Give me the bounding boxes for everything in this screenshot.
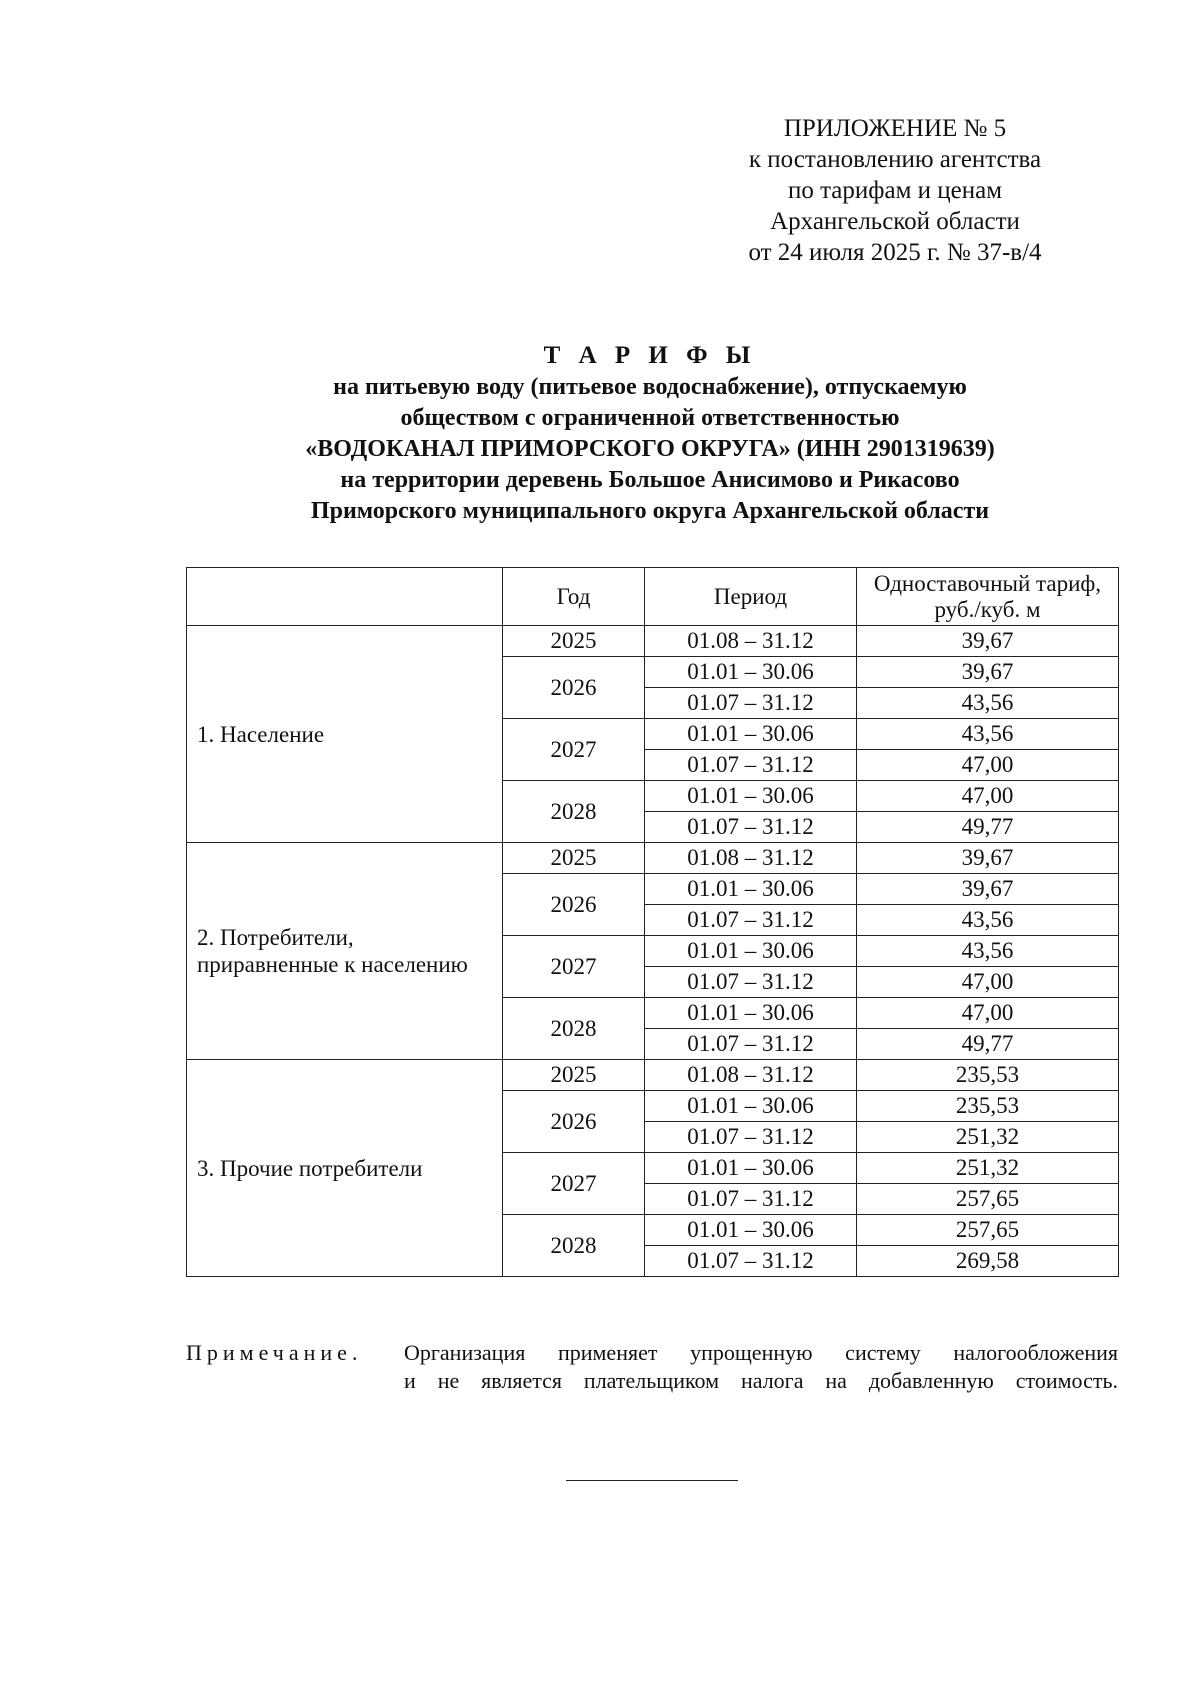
appendix-line: к постановлению агентства [748,146,1042,173]
table-row [187,1060,1119,1091]
tariff-cell: 43,56 [857,936,1119,967]
tariff-cell: 257,65 [857,1215,1119,1246]
period-cell: 01.01 – 30.06 [645,781,857,812]
year-cell: 2026 [503,874,645,936]
appendix-line: Архангельской области [770,208,1020,235]
period-cell: 01.08 – 31.12 [645,1060,857,1091]
year-cell: 2027 [503,719,645,781]
category-label: 1. Население [197,721,325,747]
tariff-cell: 251,32 [857,1122,1119,1153]
header-tariff [857,568,1119,626]
tariff-cell: 47,00 [857,967,1119,998]
tariff-cell: 235,53 [857,1060,1119,1091]
period-cell: 01.07 – 31.12 [645,967,857,998]
year-cell: 2028 [503,1215,645,1277]
year-cell: 2025 [503,626,645,657]
category-cell [187,1060,503,1277]
period-cell: 01.01 – 30.06 [645,719,857,750]
tariff-cell: 39,67 [857,626,1119,657]
tariff-table-body [187,626,1119,1277]
header-category [187,568,503,626]
heading-line: обществом с ограниченной ответственностью [400,405,900,431]
year-cell: 2027 [503,1153,645,1215]
tariff-cell: 39,67 [857,843,1119,874]
appendix-date: от 24 июля 2025 г. № 37-в/4 [748,239,1042,266]
period-cell: 01.01 – 30.06 [645,1091,857,1122]
year-cell: 2028 [503,998,645,1060]
period-cell: 01.07 – 31.12 [645,1122,857,1153]
year-cell: 2026 [503,1091,645,1153]
tariff-cell: 251,32 [857,1153,1119,1184]
closing-rule [566,1480,738,1481]
category-label: 2. Потребители, [197,925,354,950]
tariff-cell: 47,00 [857,750,1119,781]
category-cell [187,843,503,1060]
header-year: Год [503,568,645,626]
appendix-line: по тарифам и ценам [787,177,1003,204]
table-row [187,626,1119,657]
period-cell: 01.01 – 30.06 [645,936,857,967]
period-cell: 01.07 – 31.12 [645,1246,857,1277]
heading-line: на питьевую воду (питьевое водоснабжение), отпускаемую [333,374,967,400]
tariff-cell: 235,53 [857,1091,1119,1122]
tariff-cell: 39,67 [857,657,1119,688]
heading-line: «ВОДОКАНАЛ ПРИМОРСКОГО ОКРУГА» (ИНН 2901319639) [305,436,995,462]
category-label: 3. Прочие потребители [197,1155,423,1181]
period-cell: 01.08 – 31.12 [645,843,857,874]
category-label-cont: приравненные к населению [197,952,468,977]
appendix-number: ПРИЛОЖЕНИЕ № 5 [783,115,1007,142]
tariff-cell: 257,65 [857,1184,1119,1215]
period-cell: 01.01 – 30.06 [645,1215,857,1246]
document-title: Т А Р И Ф Ы [543,342,757,369]
period-cell: 01.01 – 30.06 [645,998,857,1029]
year-cell: 2025 [503,843,645,874]
header-period: Период [645,568,857,626]
year-cell: 2027 [503,936,645,998]
header-tariff-line: Одноставочный тариф, [873,570,1102,596]
period-cell: 01.07 – 31.12 [645,905,857,936]
note-text [404,1339,1118,1395]
tariff-cell: 49,77 [857,1029,1119,1060]
table-header-row [187,568,1119,626]
heading-line: Приморского муниципального округа Архангельской области [310,498,990,524]
tariff-cell: 43,56 [857,688,1119,719]
appendix-block [700,113,1090,268]
year-cell: 2026 [503,657,645,719]
note-label: Примечание. [186,1340,363,1365]
tariff-cell: 39,67 [857,874,1119,905]
table-row [187,843,1119,874]
tariff-cell: 47,00 [857,998,1119,1029]
tariff-cell: 269,58 [857,1246,1119,1277]
document-heading [150,340,1150,527]
tariff-cell: 43,56 [857,719,1119,750]
tariff-cell: 43,56 [857,905,1119,936]
tariff-cell: 49,77 [857,812,1119,843]
period-cell: 01.01 – 30.06 [645,874,857,905]
header-tariff-unit: руб./куб. м [934,596,1041,622]
heading-line: на территории деревень Большое Анисимово и Рикасово [340,467,960,493]
period-cell: 01.07 – 31.12 [645,750,857,781]
period-cell: 01.07 – 31.12 [645,812,857,843]
tariff-cell: 47,00 [857,781,1119,812]
period-cell: 01.01 – 30.06 [645,1153,857,1184]
year-cell: 2025 [503,1060,645,1091]
note-line: и не является плательщиком налога на добавленную стоимость. [404,1368,1118,1393]
category-cell [187,626,503,843]
tariff-table [186,567,1119,1277]
period-cell: 01.08 – 31.12 [645,626,857,657]
period-cell: 01.01 – 30.06 [645,657,857,688]
note-line: Организация применяет упрощенную систему налогообложения [404,1340,1118,1365]
period-cell: 01.07 – 31.12 [645,688,857,719]
year-cell: 2028 [503,781,645,843]
period-cell: 01.07 – 31.12 [645,1184,857,1215]
period-cell: 01.07 – 31.12 [645,1029,857,1060]
